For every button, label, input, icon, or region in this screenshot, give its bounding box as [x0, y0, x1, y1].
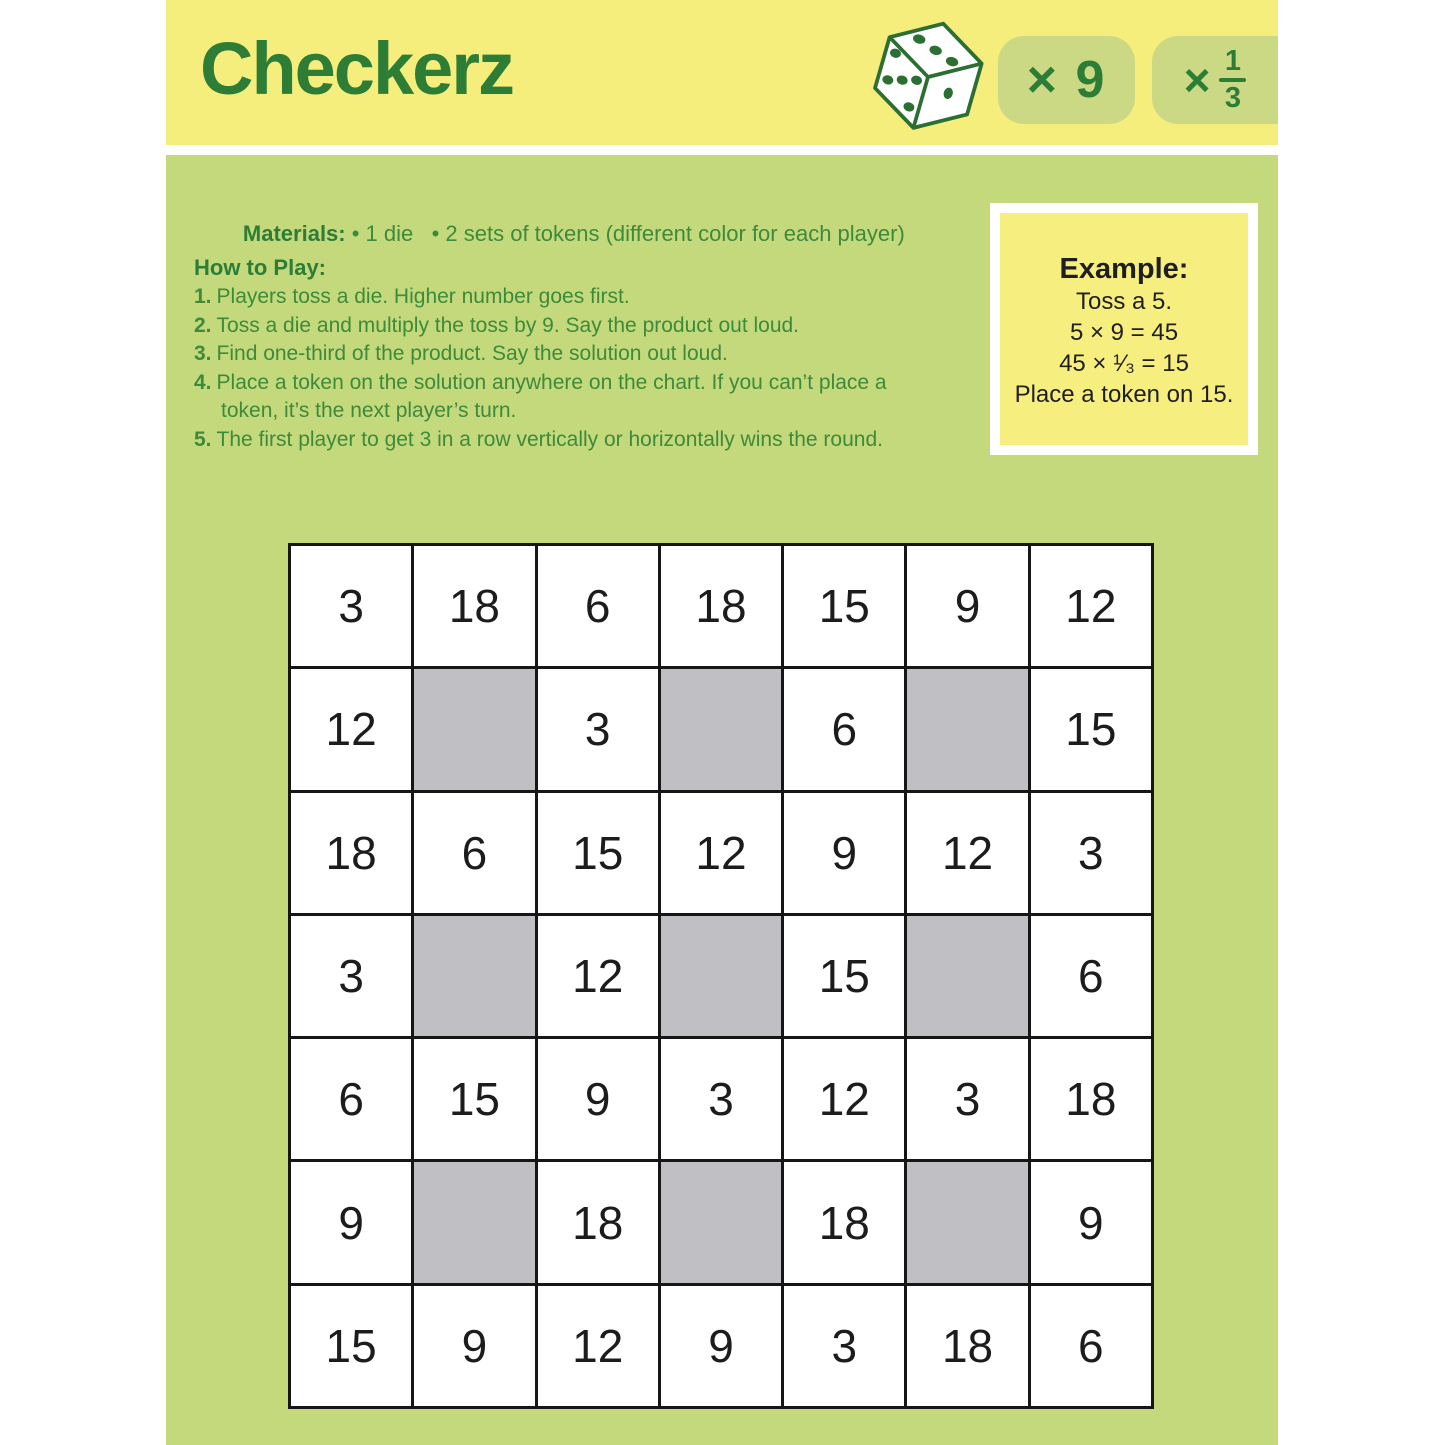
- grid-cell: 15: [1031, 669, 1151, 789]
- grid-cell: 18: [1031, 1039, 1151, 1159]
- grid-cell-blank: [907, 916, 1027, 1036]
- step-item-5: [194, 426, 932, 455]
- grid-cell: 3: [538, 669, 658, 789]
- times-sign: ×: [1183, 54, 1211, 106]
- grid-cell: 9: [414, 1286, 534, 1406]
- fraction-numerator: 1: [1224, 45, 1241, 77]
- grid-cell: 9: [1031, 1162, 1151, 1282]
- page-title: Checkerz: [200, 27, 514, 110]
- step-number: 2.: [194, 313, 212, 337]
- grid-cell: 6: [1031, 1286, 1151, 1406]
- step-number: 4.: [194, 370, 212, 394]
- fraction-denominator: 3: [1224, 82, 1241, 114]
- number-grid: [288, 543, 1154, 1409]
- grid-cell: 15: [291, 1286, 411, 1406]
- multiply-nine-label: × 9: [1026, 51, 1107, 109]
- grid-cell: 12: [661, 793, 781, 913]
- header-band: [166, 0, 1278, 145]
- grid-cell: 18: [291, 793, 411, 913]
- grid-cell: 12: [291, 669, 411, 789]
- grid-cell-blank: [907, 669, 1027, 789]
- grid-cell: 3: [907, 1039, 1027, 1159]
- worksheet-content: [166, 0, 1278, 1445]
- step-item-4: [194, 369, 932, 426]
- grid-cell-blank: [907, 1162, 1027, 1282]
- grid-cell: 9: [538, 1039, 658, 1159]
- grid-cell: 9: [784, 793, 904, 913]
- grid-cell: 18: [907, 1286, 1027, 1406]
- multiply-one-third-badge: [1152, 36, 1278, 124]
- materials-label: Materials:: [242, 221, 346, 246]
- one-third-fraction: [1219, 47, 1246, 113]
- step-number: 3.: [194, 342, 212, 365]
- grid-cell: 15: [538, 793, 658, 913]
- example-line-1: Toss a 5.: [1075, 288, 1173, 315]
- grid-cell: 12: [907, 793, 1027, 913]
- how-to-play-list: [194, 283, 932, 454]
- how-to-play-heading: How to Play:: [194, 255, 327, 280]
- step-item-1: [194, 283, 932, 312]
- grid-cell: 15: [784, 916, 904, 1036]
- grid-cell: 3: [661, 1039, 781, 1159]
- example-box: [990, 203, 1258, 455]
- step-text: The first player to get 3 in a row vertically or horizontally wins the round.: [216, 427, 883, 451]
- grid-cell: 15: [414, 1039, 534, 1159]
- grid-cell: 15: [784, 546, 904, 666]
- grid-cell: 18: [784, 1162, 904, 1282]
- grid-cell: 12: [1031, 546, 1151, 666]
- grid-cell: 9: [291, 1162, 411, 1282]
- grid-cell-blank: [414, 916, 534, 1036]
- step-text: Place a token on the solution anywhere on the chart. If you can’t place a token, it’s the next player’s turn.: [216, 370, 887, 422]
- instructions-panel: [166, 155, 1278, 1445]
- step-number: 1.: [194, 285, 212, 308]
- grid-cell-blank: [661, 1162, 781, 1282]
- grid-cell: 18: [414, 546, 534, 666]
- grid-cell-blank: [661, 669, 781, 789]
- example-line-4: Place a token on 15.: [1014, 381, 1234, 408]
- grid-cell-blank: [414, 1162, 534, 1282]
- grid-cell: 9: [661, 1286, 781, 1406]
- dice-icon: [864, 14, 992, 140]
- grid-cell: 3: [784, 1286, 904, 1406]
- grid-cell: 6: [414, 793, 534, 913]
- grid-cell: 3: [291, 916, 411, 1036]
- grid-cell: 3: [291, 546, 411, 666]
- step-item-2: [194, 312, 932, 341]
- step-item-3: [194, 340, 932, 369]
- grid-cell: 6: [1031, 916, 1151, 1036]
- example-line-2: 5 × 9 = 45: [1069, 319, 1179, 346]
- grid-cell-blank: [661, 916, 781, 1036]
- grid-cell: 6: [784, 669, 904, 789]
- step-text: Find one-third of the product. Say the solution out loud.: [216, 342, 728, 365]
- grid-cell: 6: [538, 546, 658, 666]
- grid-cell: 18: [661, 546, 781, 666]
- grid-cell: 18: [538, 1162, 658, 1282]
- grid-cell: 9: [907, 546, 1027, 666]
- grid-cell: 12: [784, 1039, 904, 1159]
- grid-cell: 3: [1031, 793, 1151, 913]
- step-text: Toss a die and multiply the toss by 9. Say the product out loud.: [216, 313, 800, 337]
- grid-cell: 6: [291, 1039, 411, 1159]
- step-text: Players toss a die. Higher number goes first.: [216, 285, 630, 308]
- materials-text: • 1 die • 2 sets of tokens (different color for each player): [345, 221, 905, 246]
- step-number: 5.: [194, 427, 212, 451]
- grid-cell: 12: [538, 916, 658, 1036]
- example-heading: Example:: [1059, 253, 1189, 285]
- grid-cell-blank: [414, 669, 534, 789]
- example-line-3: 45 × ¹⁄₃ = 15: [1059, 350, 1189, 377]
- multiply-nine-badge: [998, 36, 1135, 124]
- grid-cell: 12: [538, 1286, 658, 1406]
